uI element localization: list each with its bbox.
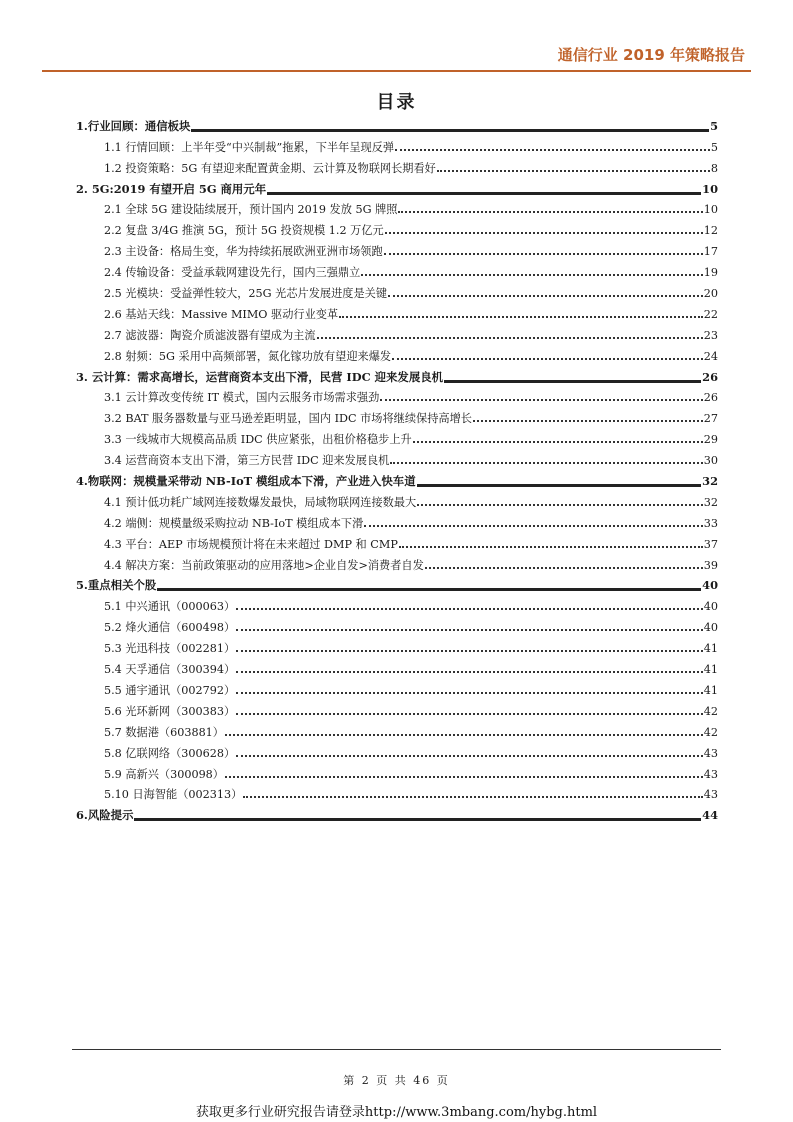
toc-page-number: 5 (710, 118, 718, 133)
toc-page-number: 32 (702, 474, 718, 489)
toc-section-entry[interactable] (76, 782, 718, 803)
toc-section-entry[interactable] (76, 405, 718, 426)
page-indicator: 第 2 页 共 46 页 (343, 1074, 450, 1087)
toc-page-number: 8 (710, 161, 718, 175)
toc-page-number: 40 (702, 578, 718, 593)
toc-page-number: 43 (703, 767, 718, 781)
toc-section-entry[interactable] (76, 761, 718, 782)
toc-page-number: 5 (710, 140, 718, 154)
toc-dot-leader (236, 650, 703, 652)
toc-dot-leader (236, 608, 703, 610)
toc-section-entry[interactable] (76, 426, 718, 447)
toc-dot-leader (392, 358, 703, 360)
toc-dot-leader (385, 232, 703, 234)
toc-dot-leader (425, 567, 703, 569)
toc-section-entry[interactable] (76, 197, 718, 218)
toc-chapter-entry[interactable] (76, 176, 718, 197)
toc-page-number: 41 (703, 663, 718, 677)
toc-section-entry[interactable] (76, 656, 718, 677)
toc-entry-label: 3.1 云计算改变传统 IT 模式，国内云服务市场需求强劲 (104, 391, 380, 405)
toc-section-entry[interactable] (76, 238, 718, 259)
toc-page-number: 37 (703, 537, 718, 551)
header-divider (42, 70, 751, 72)
toc-dot-leader (236, 692, 703, 694)
toc-entry-label: 2.5 光模块：受益弹性较大，25G 光芯片发展进度是关键 (104, 287, 388, 301)
toc-dot-leader (417, 504, 703, 506)
toc-page-number: 30 (703, 454, 718, 468)
toc-section-entry[interactable] (76, 698, 718, 719)
toc-entry-label: 5.6 光环新网（300383） (104, 704, 236, 718)
toc-entry-label: 5.5 通宇通讯（002792） (104, 683, 236, 697)
toc-page-number: 33 (703, 516, 718, 530)
toc-dot-leader (437, 170, 710, 172)
toc-dot-leader (384, 253, 703, 255)
toc-page-number: 24 (703, 349, 718, 363)
toc-dot-leader (390, 462, 702, 464)
toc-entry-label: 1.2 投资策略：5G 有望迎来配置黄金期、云计算及物联网长期看好 (104, 161, 436, 175)
toc-entry-label: 2. 5G:2019 有望开启 5G 商用元年 (76, 181, 267, 196)
toc-dot-leader (395, 149, 710, 151)
toc-dot-leader (413, 441, 703, 443)
toc-chapter-entry[interactable] (76, 573, 718, 594)
toc-dot-leader (388, 295, 703, 297)
toc-page-number: 32 (703, 495, 718, 509)
toc-entry-label: 3.3 一线城市大规模高品质 IDC 供应紧张，出租价格稳步上升 (104, 433, 412, 447)
toc-dot-leader (157, 588, 701, 591)
toc-entry-label: 5.1 中兴通讯（000063） (104, 600, 236, 614)
toc-title: 目录 (376, 92, 417, 113)
toc-entry-label: 2.6 基站天线：Massive MIMO 驱动行业变革 (104, 307, 339, 321)
toc-chapter-entry[interactable] (76, 113, 718, 134)
toc-entry-label: 4.2 端侧：规模量级采购拉动 NB-IoT 模组成本下滑 (104, 516, 364, 530)
toc-section-entry[interactable] (76, 280, 718, 301)
table-of-contents (76, 113, 718, 823)
toc-dot-leader (225, 776, 703, 778)
toc-page-number: 40 (703, 621, 718, 635)
toc-dot-leader (243, 796, 702, 798)
toc-page-number: 10 (703, 203, 718, 217)
toc-section-entry[interactable] (76, 531, 718, 552)
toc-dot-leader (399, 546, 703, 548)
toc-entry-label: 2.8 射频：5G 采用中高频部署，氮化镓功放有望迎来爆发 (104, 349, 392, 363)
toc-section-entry[interactable] (76, 635, 718, 656)
toc-chapter-entry[interactable] (76, 468, 718, 489)
toc-page-number: 19 (703, 266, 718, 280)
toc-section-entry[interactable] (76, 677, 718, 698)
toc-section-entry[interactable] (76, 217, 718, 238)
toc-dot-leader (417, 484, 702, 487)
toc-section-entry[interactable] (76, 614, 718, 635)
toc-entry-label: 2.1 全球 5G 建设陆续展开，预计国内 2019 发放 5G 牌照 (104, 203, 398, 217)
toc-dot-leader (236, 671, 703, 673)
toc-page-number: 42 (703, 725, 718, 739)
toc-section-entry[interactable] (76, 740, 718, 761)
toc-section-entry[interactable] (76, 719, 718, 740)
toc-entry-label: 1.1 行情回顾：上半年受“中兴制裁”拖累，下半年呈现反弹 (104, 140, 395, 154)
toc-dot-leader (267, 192, 701, 195)
toc-entry-label: 3.4 运营商资本支出下滑，第三方民营 IDC 迎来发展良机 (104, 454, 390, 468)
toc-chapter-entry[interactable] (76, 364, 718, 385)
toc-entry-label: 6.风险提示 (76, 808, 134, 823)
toc-page-number: 41 (703, 683, 718, 697)
toc-page-number: 23 (703, 328, 718, 342)
toc-page-number: 42 (703, 704, 718, 718)
toc-entry-label: 5.3 光迅科技（002281） (104, 642, 236, 656)
toc-dot-leader (444, 380, 701, 383)
toc-entry-label: 2.3 主设备：格局生变，华为持续拓展欧洲亚洲市场领跑 (104, 245, 383, 259)
toc-entry-label: 2.2 复盘 3/4G 推演 5G，预计 5G 投资规模 1.2 万亿元 (104, 224, 384, 238)
toc-page-number: 17 (703, 245, 718, 259)
toc-page-number: 12 (703, 224, 718, 238)
toc-entry-label: 5.9 高新兴（300098） (104, 767, 224, 781)
toc-entry-label: 5.2 烽火通信（600498） (104, 621, 236, 635)
toc-page-number: 43 (703, 746, 718, 760)
toc-page-number: 22 (703, 307, 718, 321)
toc-dot-leader (236, 629, 703, 631)
toc-section-entry[interactable] (76, 259, 718, 280)
toc-dot-leader (339, 316, 703, 318)
toc-page-number: 43 (703, 788, 718, 802)
toc-section-entry[interactable] (76, 552, 718, 573)
toc-section-entry[interactable] (76, 155, 718, 176)
toc-dot-leader (134, 818, 701, 821)
toc-entry-label: 5.8 亿联网络（300628） (104, 746, 236, 760)
toc-entry-label: 2.4 传输设备：受益承载网建设先行，国内三强鼎立 (104, 266, 361, 280)
toc-dot-leader (380, 399, 702, 401)
toc-page-number: 27 (703, 412, 718, 426)
toc-dot-leader (236, 713, 703, 715)
toc-section-entry[interactable] (76, 301, 718, 322)
toc-section-entry[interactable] (76, 134, 718, 155)
toc-page-number: 44 (702, 808, 718, 823)
promo-link[interactable]: 获取更多行业研究报告请登录http://www.3mbang.com/hybg.html (195, 1105, 598, 1120)
toc-dot-leader (364, 525, 702, 527)
toc-page-number: 26 (703, 391, 718, 405)
toc-dot-leader (473, 420, 703, 422)
toc-entry-label: 1.行业回顾：通信板块 (76, 118, 191, 133)
toc-section-entry[interactable] (76, 343, 718, 364)
toc-dot-leader (361, 274, 702, 276)
toc-page-number: 10 (702, 181, 718, 196)
toc-entry-label: 5.7 数据港（603881） (104, 725, 224, 739)
toc-section-entry[interactable] (76, 510, 718, 531)
toc-section-entry[interactable] (76, 322, 718, 343)
report-title: 通信行业 2019 年策略报告 (557, 46, 745, 64)
toc-dot-leader (398, 211, 702, 213)
toc-page-number: 29 (703, 433, 718, 447)
toc-dot-leader (317, 337, 703, 339)
toc-page-number: 26 (702, 369, 718, 384)
toc-entry-label: 4.4 解决方案：当前政策驱动的应用落地>企业自发>消费者自发 (104, 558, 424, 572)
toc-chapter-entry[interactable] (76, 802, 718, 823)
toc-dot-leader (225, 734, 703, 736)
toc-entry-label: 5.重点相关个股 (76, 578, 157, 593)
toc-dot-leader (236, 755, 703, 757)
toc-page-number: 20 (703, 287, 718, 301)
toc-section-entry[interactable] (76, 385, 718, 406)
toc-section-entry[interactable] (76, 593, 718, 614)
toc-section-entry[interactable] (76, 447, 718, 468)
toc-entry-label: 5.10 日海智能（002313） (104, 788, 243, 802)
footer-divider (72, 1049, 721, 1050)
toc-entry-label: 5.4 天孚通信（300394） (104, 663, 236, 677)
toc-entry-label: 4.1 预计低功耗广域网连接数爆发最快，局域物联网连接数最大 (104, 495, 417, 509)
toc-page-number: 41 (703, 642, 718, 656)
toc-entry-label: 3.2 BAT 服务器数量与亚马逊差距明显，国内 IDC 市场将继续保持高增长 (104, 412, 472, 426)
toc-entry-label: 4.3 平台：AEP 市场规模预计将在未来超过 DMP 和 CMP (104, 537, 398, 551)
toc-dot-leader (191, 129, 709, 132)
toc-section-entry[interactable] (76, 489, 718, 510)
toc-page-number: 39 (703, 558, 718, 572)
toc-entry-label: 2.7 滤波器：陶瓷介质滤波器有望成为主流 (104, 328, 316, 342)
toc-page-number: 40 (703, 600, 718, 614)
toc-entry-label: 3. 云计算：需求高增长，运营商资本支出下滑，民营 IDC 迎来发展良机 (76, 369, 443, 384)
toc-entry-label: 4.物联网：规模量采带动 NB-IoT 模组成本下滑，产业进入快车道 (76, 474, 416, 489)
